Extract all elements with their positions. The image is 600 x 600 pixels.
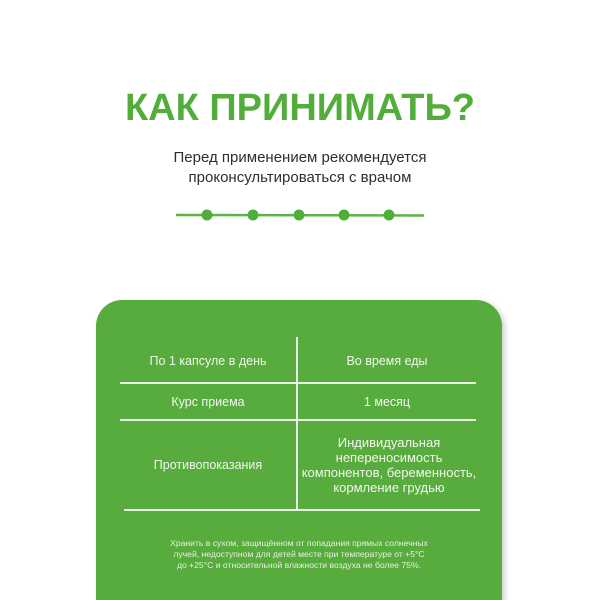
- table-cell-contraindications-value: [298, 421, 480, 509]
- contraindication-line: кормление грудью: [333, 480, 445, 495]
- divider-dot-icon: [248, 210, 259, 221]
- divider-dot-icon: [202, 210, 213, 221]
- storage-note: [126, 538, 472, 571]
- table-cell-dosage: По 1 капсуле в день: [149, 354, 267, 368]
- table-row-divider: [124, 509, 480, 511]
- subtitle: [0, 148, 600, 188]
- storage-note-line: до +25°C и относительной влажности воздуха не более 75%.: [176, 560, 422, 570]
- subtitle-line-1: Перед применением рекомендуется: [173, 149, 427, 166]
- dosage-card: [96, 300, 502, 600]
- table-cell-course-label: Курс приема: [171, 394, 245, 409]
- table-cell-course-value: 1 месяц: [363, 394, 411, 409]
- contraindication-line: Индивидуальная: [337, 435, 441, 450]
- contraindication-line: непереносимость: [335, 450, 443, 465]
- divider-dot-icon: [384, 210, 395, 221]
- page-title: КАК ПРИНИМАТЬ?: [124, 87, 476, 129]
- divider-dot-icon: [339, 210, 350, 221]
- divider-dot-icon: [294, 210, 305, 221]
- storage-note-line: лучей, недоступном для детей месте при температуре от +5°C: [173, 549, 425, 559]
- table-cell-contraindications-label: Противопоказания: [153, 458, 263, 472]
- contraindication-line: компонентов, беременность,: [301, 465, 477, 480]
- subtitle-line-2: проконсультироваться с врачом: [188, 169, 412, 186]
- storage-note-line: Хранить в сухом, защищённом от попадания прямых солнечных: [170, 538, 428, 548]
- dotted-line-divider: [176, 205, 424, 225]
- table-cell-timing: Во время еды: [346, 354, 428, 368]
